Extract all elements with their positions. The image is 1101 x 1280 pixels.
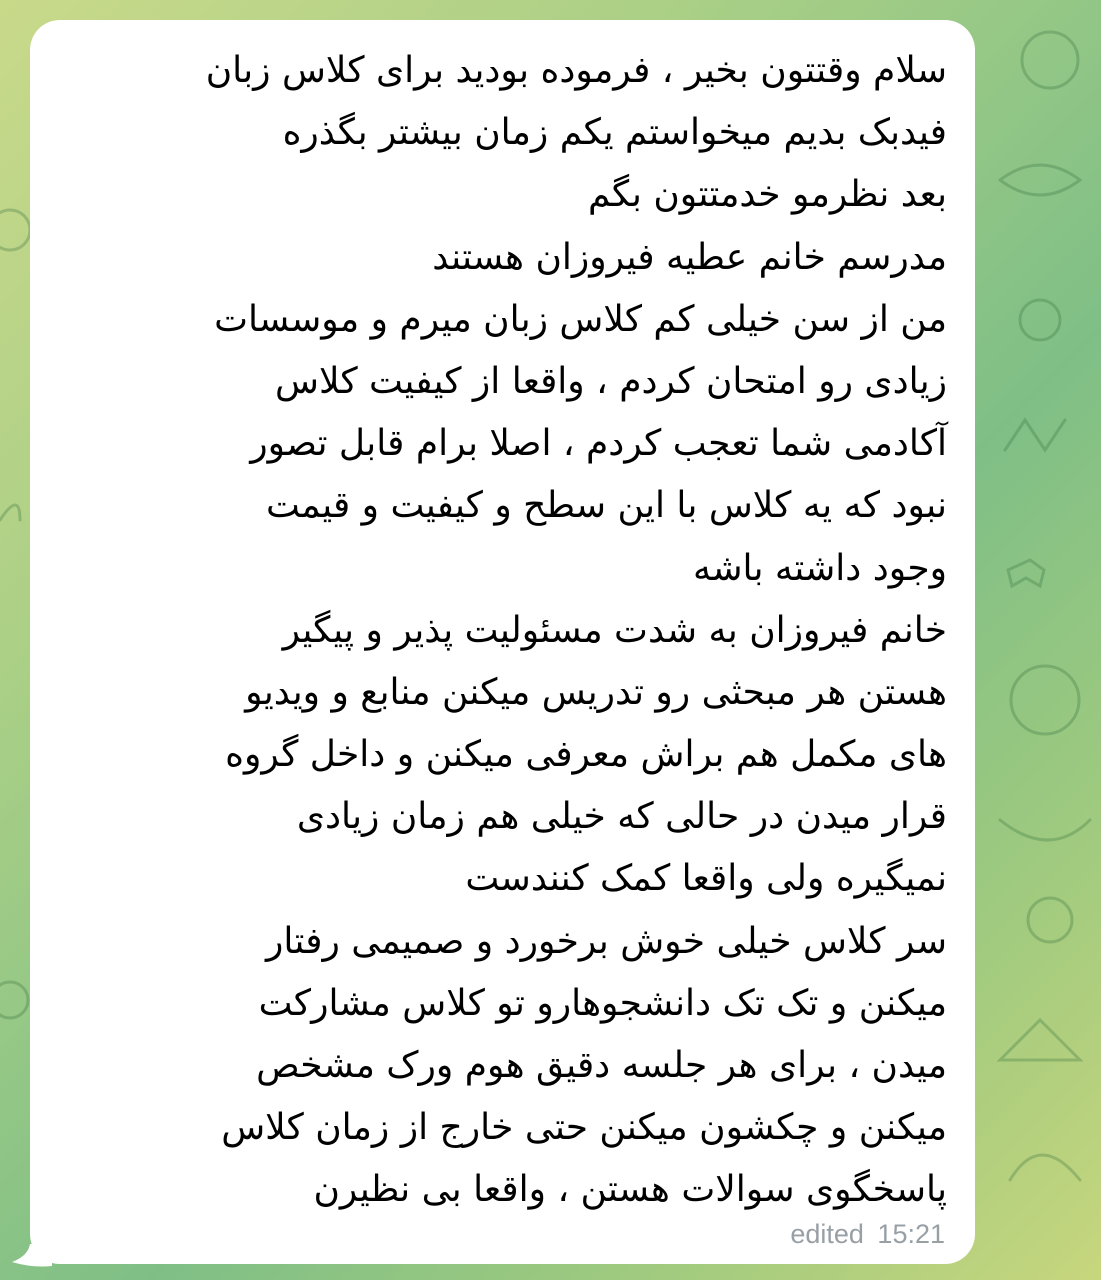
message-line: میدن ، برای هر جلسه دقیق هوم ورک مشخص [256, 1045, 947, 1086]
edited-label: edited [790, 1219, 864, 1249]
message-line: میکنن و تک تک دانشجوهارو تو کلاس مشارکت [258, 982, 947, 1024]
message-line: وجود داشته باشه [693, 547, 947, 589]
message-line: سر کلاس خیلی خوش برخورد و صمیمی رفتار [266, 920, 947, 962]
message-line: هستن هر مبحثی رو تدریس میکنن منابع و ویدیو [245, 671, 947, 713]
message-text [47, 40, 947, 1222]
message-bubble[interactable] [30, 20, 975, 1264]
message-line: سلام وقتتون بخیر ، فرموده بودید برای کلاس زبان [205, 50, 947, 91]
message-line: پاسخگوی سوالات هستن ، واقعا بی نظیرن [313, 1169, 947, 1211]
message-line: بعد نظرمو خدمتتون بگم [588, 174, 947, 216]
message-line: زیادی رو امتحان کردم ، واقعا از کیفیت کلاس [275, 360, 947, 402]
message-line: قرار میدن در حالی که خیلی هم زمان زیادی [296, 796, 947, 838]
message-time: 15:21 [877, 1219, 945, 1249]
message-line: نبود که یه کلاس با این سطح و کیفیت و قیمت [265, 485, 947, 527]
message-line: مدرسم خانم عطیه فیروزان هستند [432, 236, 947, 278]
message-line: نمیگیره ولی واقعا کمک کنندست [465, 858, 947, 900]
message-line: میکنن و چکشون میکنن حتی خارج از زمان کلاس [221, 1107, 947, 1149]
message-line: های مکمل هم براش معرفی میکنن و داخل گروه [225, 734, 947, 776]
message-line: آکادمی شما تعجب کردم ، اصلا برام قابل تصور [250, 423, 947, 465]
message-line: خانم فیروزان به شدت مسئولیت پذیر و پیگیر [282, 609, 947, 651]
message-line: فیدبک بدیم میخواستم یکم زمان بیشتر بگذره [282, 112, 947, 154]
message-line: من از سن خیلی کم کلاس زبان میرم و موسسات [214, 298, 947, 340]
message-meta [784, 1219, 945, 1250]
